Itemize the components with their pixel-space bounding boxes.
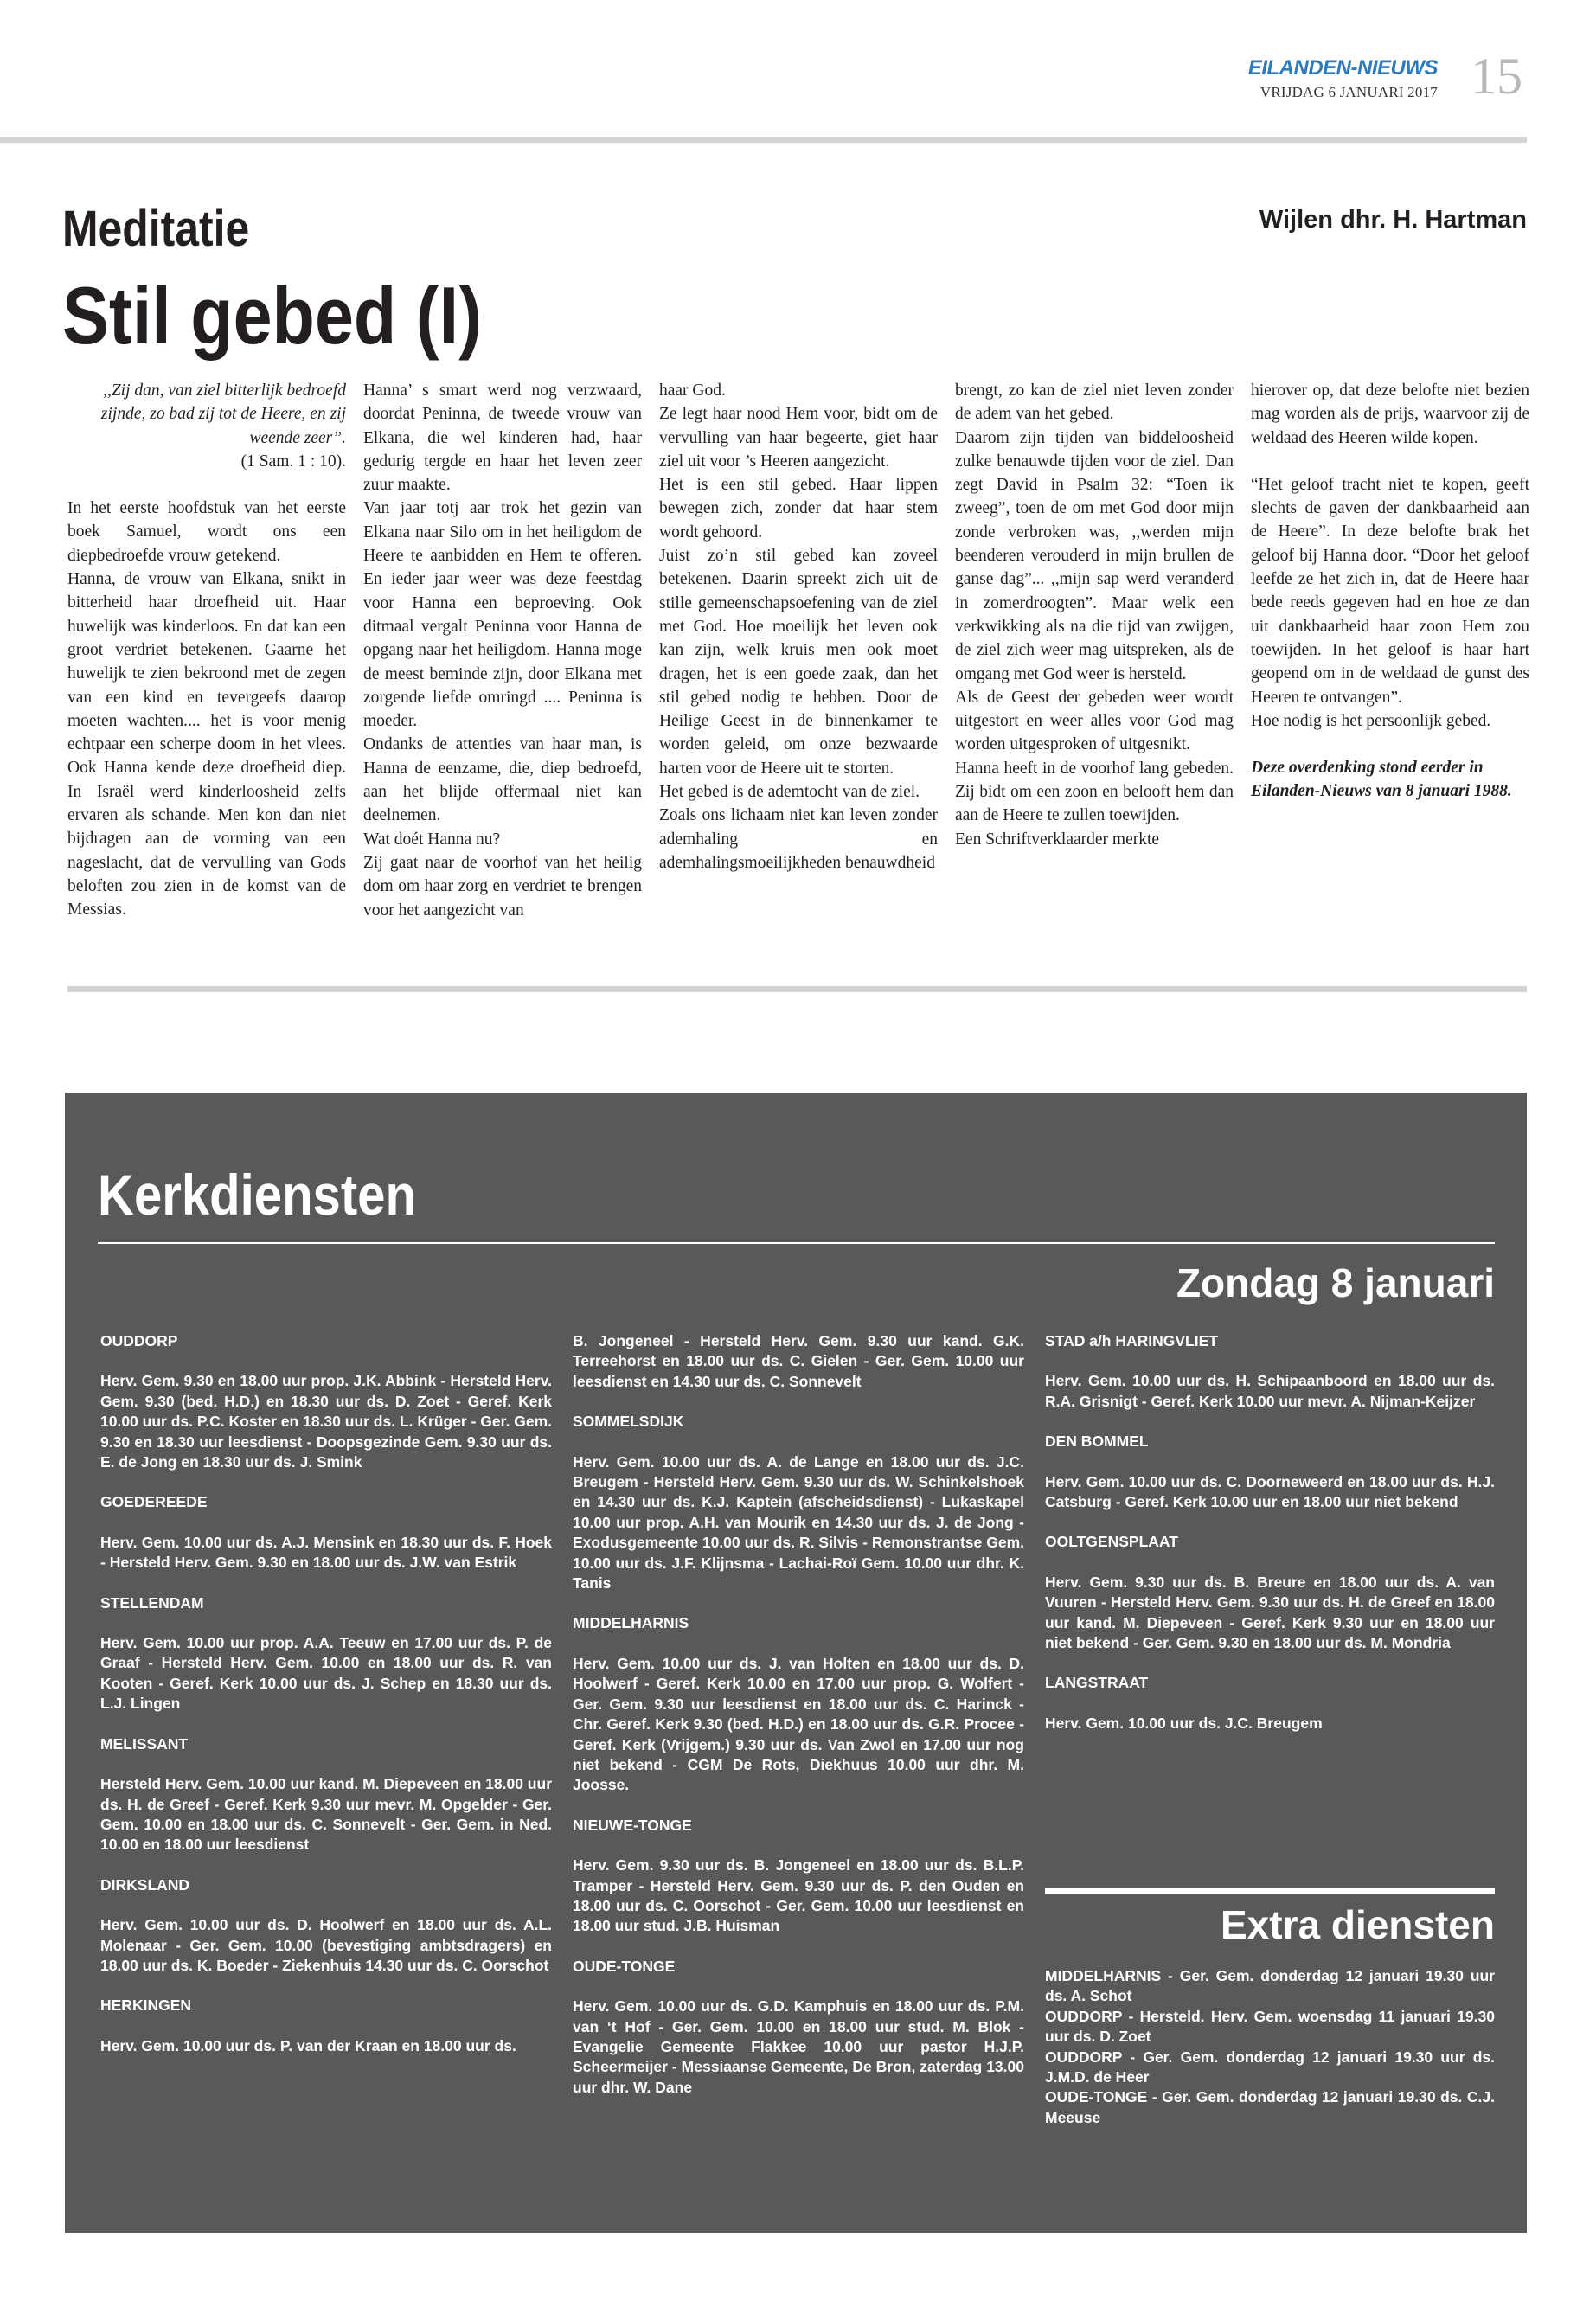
article-title: Stil gebed (I) [62,270,483,361]
town-heading: LANGSTRAAT [1045,1674,1149,1692]
paragraph: Hoe nodig is het persoonlijk gebed. [1251,711,1491,730]
paragraph: Daarom zijn tijden van biddeloosheid zulke benauwde tijden voor de ziel. Dan zegt David in Psalm 32: “Toen ik zweeg”, toen de om met God door mijn zonde verbroken was, ,,werden mijn beenderen verouderd in mijn brullen de ganse dag”... ,,mijn sap werd veranderd in zomerdroogten”. Maar welk een verkwikking als na die tijd van zwijgen, de ziel zich weer mag uitspreken, als de omgang met God weer is hersteld. [955,428,1234,683]
article-byline: Wijlen dhr. H. Hartman [1259,206,1527,234]
article-column-3 [659,379,938,875]
town-heading: DIRKSLAND [100,1875,190,1894]
town-heading: OOLTGENSPLAAT [1045,1533,1178,1551]
town-heading: STAD a/h HARINGVLIET [1045,1332,1218,1349]
service-listing: B. Jongeneel - Hersteld Herv. Gem. 9.30 uur kand. G.K. Terreehorst en 18.00 uur ds. C. Gielen - Ger. Gem. 10.00 uur leesdienst en 14.30 uur ds. C. Sonnevelt [573,1332,1024,1390]
paragraph: Het gebed is de ademtocht van de ziel. [659,783,920,802]
extra-service-item: OUDE-TONGE - Ger. Gem. donderdag 12 januari 19.30 ds. C.J. Meeuse [1045,2088,1495,2126]
church-services-box [65,1093,1527,2233]
paragraph: haar God. [659,381,726,400]
paragraph: “Het geloof tracht niet te kopen, geeft slechts de gaven der dankbaarheid aan de Heere”. In deze belofte brak het geloof bij Hanna door. “Door het geloof leefde ze het zich in, dat de Heere haar bede reeds gegeven had en hoe ze dan uit dankbaarheid haar zoon Hem zou toewijden. In het geloof is haar hart geopend om in de weldaad de gunst des Heeren te ontvangen”. [1251,475,1529,707]
closing-note: Deze overdenking stond eerder in Eilanden-Nieuws van 8 januari 1988. [1251,759,1512,801]
town-heading: MIDDELHARNIS [573,1614,689,1632]
town-heading: MELISSANT [100,1734,189,1753]
paragraph: Hanna, de vrouw van Elkana, snikt in bitterheid haar droefheid uit. Haar huwelijk was kinderloos. En dat kan een groot verdriet betekenen. Gaarne het huwelijk te zien bekroond met de zegen van een kind en tevergeefs daarop moeten wachten.... het is voor menig echtpaar een scherpe doom in het vlees. Ook Hanna kende deze droefheid diep. In Israël werd kinderloosheid zelfs ervaren als schande. Men kon dan niet bijdragen aan de vorming van een nageslacht, dat de vervulling van Gods beloften zou zien in de komst van de Messias. [67,570,346,920]
service-listing: Herv. Gem. 9.30 uur ds. B. Breure en 18.00 uur ds. A. van Vuuren - Hersteld Herv. Gem. 9.30 uur ds. H. de Greef en 18.00 uur kand. M. Diepeveen - Geref. Kerk 9.30 uur en 18.00 uur niet bekend - Ger. Gem. 9.30 en 18.00 uur ds. M. Mondria [1045,1573,1495,1652]
service-listing: Herv. Gem. 9.30 uur ds. B. Jongeneel en 18.00 uur ds. B.L.P. Tramper - Hersteld Herv. Gem. 9.30 uur ds. P. den Ouden en 18.00 uur ds. C. Oorschot - Ger. Gem. 10.00 uur leesdienst en 18.00 uur stud. J.B. Huisman [573,1856,1024,1935]
service-listing: Herv. Gem. 10.00 uur ds. J. van Holten en 18.00 uur ds. D. Hoolwerf - Geref. Kerk 10.00 en 17.00 uur prop. G. Wolfert - Ger. Gem. 9.30 uur leesdienst en 18.00 uur ds. C. Harinck - Chr. Geref. Kerk 9.30 (bed. H.D.) en 18.00 uur ds. G.R. Procee - Geref. Kerk (Vrijgem.) 9.30 uur ds. Van Zwol en 17.00 uur nog niet bekend - CGM De Rots, Diekhuus 10.00 uur dhr. M. Joosse. [573,1654,1024,1794]
service-listing: Herv. Gem. 10.00 uur ds. C. Doorneweerd en 18.00 uur ds. H.J. Catsburg - Geref. Kerk 10.00 uur en 18.00 uur niet bekend [1045,1472,1495,1511]
article-column-2 [363,379,642,922]
services-title: Kerkdiensten [98,1163,416,1227]
service-listing: Herv. Gem. 10.00 uur prop. A.A. Teeuw en 17.00 uur ds. P. de Graaf - Hersteld Herv. Gem. 10.00 en 18.00 uur ds. R. van Kooten - Geref. Kerk 10.00 uur ds. J. Schep en 18.30 uur ds. L.J. Lingen [100,1634,552,1713]
town-heading: OUDDORP [100,1332,178,1349]
town-heading: GOEDEREEDE [100,1493,208,1511]
extra-service-item: OUDDORP - Ger. Gem. donderdag 12 januari 19.30 uur ds. J.M.D. de Heer [1045,2048,1495,2086]
paragraph: Wat doét Hanna nu? [363,830,501,849]
section-divider [67,986,1527,992]
services-date: Zondag 8 januari [1176,1260,1495,1305]
page-number: 15 [1471,48,1522,105]
service-listing: Herv. Gem. 10.00 uur ds. H. Schipaanboord en 18.00 uur ds. R.A. Grisnigt - Geref. Kerk 10.00 uur mevr. A. Nijman-Keijzer [1045,1372,1495,1410]
section-kicker: Meditatie [62,201,250,257]
service-listing: Herv. Gem. 10.00 uur ds. G.D. Kamphuis en 18.00 uur ds. P.M. van ‘t Hof - Ger. Gem. 10.00 en 18.00 uur stud. M. Blok - Evangelie Gemeente Flakkee 10.00 uur pastor H.J.P. Scheermeijer - Messiaanse Gemeente, De Bron, zaterdag 13.00 uur dhr. W. Dane [573,1997,1024,2096]
town-heading: STELLENDAM [100,1593,204,1612]
service-listing: Herv. Gem. 10.00 uur ds. A.J. Mensink en 18.30 uur ds. F. Hoek - Hersteld Herv. Gem. 9.30 en 18.00 uur ds. J.W. van Estrik [100,1533,552,1572]
paragraph: Ondanks de attenties van haar man, is Hanna de eenzame, die, diep bedroefd, aan het blijde offermaal niet kan deelnemen. [363,735,642,825]
extra-service-item: OUDDORP - Hersteld. Herv. Gem. woensdag 11 januari 19.30 uur ds. D. Zoet [1045,2007,1495,2046]
service-listing: Hersteld Herv. Gem. 10.00 uur kand. M. Diepeveen en 18.00 uur ds. H. de Greef - Geref. Kerk 9.30 uur mevr. M. Opgelder - Ger. Gem. 10.00 en 18.00 uur ds. C. Sonnevelt - Ger. Gem. in Ned. 10.00 en 18.00 uur leesdienst [100,1775,552,1854]
town-heading: OUDE-TONGE [573,1957,676,1975]
extra-services-title: Extra diensten [1221,1902,1495,1947]
paragraph: Ze legt haar nood Hem voor, bidt om de vervulling van haar begeerte, giet haar ziel uit voor ’s Heeren aangezicht. [659,405,938,471]
extra-divider [1045,1888,1495,1894]
services-column-2 [573,1331,1024,2118]
town-heading: NIEUWE-TONGE [573,1816,692,1834]
issue-date: VRIJDAG 6 JANUARI 2017 [1259,84,1438,100]
service-listing: Herv. Gem. 10.00 uur ds. P. van der Kraan en 18.00 uur ds. [100,2036,516,2054]
paragraph: Van jaar totj aar trok het gezin van Elkana naar Silo om in het heiligdom de Heere te aanbidden en Hem te offeren. En ieder jaar weer was deze feestdag voor Hanna een beproeving. Ook ditmaal vergalt Peninna voor Hanna de opgang naar het heiligdom. Hanna moge de meest beminde zijn, door Elkana met zorgende liefde omringd .... Peninna is moeder. [363,499,642,731]
paragraph: Hanna’ s smart werd nog verzwaard, doordat Peninna, de tweede vrouw van Elkana, die wel kinderen had, haar gedurig tergde en haar het leven zeer zuur maakte. [363,381,642,495]
article-column-4 [955,379,1234,851]
bible-quote: ,,Zij dan, van ziel bitterlijk bedroefd zijnde, zo bad zij tot de Heere, en zij weende zeer”. [100,381,346,447]
paragraph: Zij gaat naar de voorhof van het heilig dom om haar zorg en verdriet te brengen voor het aangezicht van [363,853,642,920]
town-heading: SOMMELSDIJK [573,1413,684,1431]
paragraph: brengt, zo kan de ziel niet leven zonder de adem van het gebed. [955,381,1234,424]
paragraph: In het eerste hoofdstuk van het eerste boek Samuel, wordt ons een diepbedroefde vrouw getekend. [67,499,346,565]
services-divider [98,1242,1495,1244]
paragraph: Een Schriftverklaarder merkte [955,830,1160,849]
town-heading: HERKINGEN [100,1997,192,2015]
extra-services-list [1045,1966,1495,2128]
bible-reference: (1 Sam. 1 : 10). [240,452,346,471]
service-listing: Herv. Gem. 10.00 uur ds. J.C. Breugem [1045,1714,1323,1732]
town-heading: DEN BOMMEL [1045,1433,1149,1451]
services-column-3 [1045,1331,1495,1753]
paragraph: Het is een stil gebed. Haar lippen bewegen zich, zonder dat haar stem wordt gehoord. [659,476,938,542]
paragraph: Zoals ons lichaam niet kan leven zonder ademhaling en ademhalingsmoeilijkheden benauwdheid [659,806,938,872]
paragraph: Juist zo’n stil gebed kan zoveel betekenen. Daarin spreekt zich uit de stille gemeenschapsoefening van de ziel met God. Hoe moeilijk het leven ook kan zijn, welk kruis men ook moet dragen, het is een goede zaak, dan het stil gebed nodig te hebben. Door de Heilige Geest in de binnenkamer te worden geleid, om onze bezwaarde harten voor de Heere uit te storten. [659,547,938,778]
service-listing: Herv. Gem. 9.30 en 18.00 uur prop. J.K. Abbink - Hersteld Herv. Gem. 9.30 (bed. H.D.) en 18.30 uur ds. D. Zoet - Geref. Kerk 10.00 uur ds. P.C. Koster en 18.30 uur ds. L. Krüger - Ger. Gem. 9.30 en 18.30 uur leesdienst - Doopsgezinde Gem. 9.30 uur ds. E. de Jong en 18.30 uur ds. J. Smink [100,1372,552,1471]
article-column-1 [67,379,346,922]
paragraph: hierover op, dat deze belofte niet bezien mag worden als de prijs, waarvoor zij de weldaad des Heeren wilde kopen. [1251,381,1529,447]
service-listing: Herv. Gem. 10.00 uur ds. A. de Lange en 18.00 uur ds. J.C. Breugem - Hersteld Herv. Gem. 9.30 uur ds. W. Schinkelshoek en 14.30 uur ds. K.J. Kaptein (afscheidsdienst) - Lukaskapel 10.00 uur prop. A.H. van Mourik en 14.30 uur ds. J. de Jong - Exodusgemeente 10.00 uur ds. R. Silvis - Remonstrantse Gem. 10.00 uur ds. J.F. Klijnsma - Lachai-Roï Gem. 10.00 uur dhr. K. Tanis [573,1452,1024,1593]
extra-service-item: MIDDELHARNIS - Ger. Gem. donderdag 12 januari 19.30 uur ds. A. Schot [1045,1967,1495,2005]
services-column-1 [100,1331,552,2076]
paragraph: Hanna heeft in de voorhof lang gebeden. Zij bidt om een zoon en belooft hem dan aan de Heere te zullen toewijden. [955,759,1234,825]
top-divider [0,137,1527,143]
service-listing: Herv. Gem. 10.00 uur ds. D. Hoolwerf en 18.00 uur ds. A.L. Molenaar - Ger. Gem. 10.00 (bevestiging ambtsdragers) en 18.00 uur ds. K. Boeder - Ziekenhuis 14.30 uur ds. C. Oorschot [100,1916,552,1974]
masthead [1247,57,1438,102]
newspaper-logo: EILANDEN-NIEUWS [1247,56,1438,80]
paragraph: Als de Geest der gebeden weer wordt uitgestort en weer alles voor God mag worden uitgesproken of uitgesnikt. [955,688,1234,754]
article-column-5 [1251,379,1529,804]
